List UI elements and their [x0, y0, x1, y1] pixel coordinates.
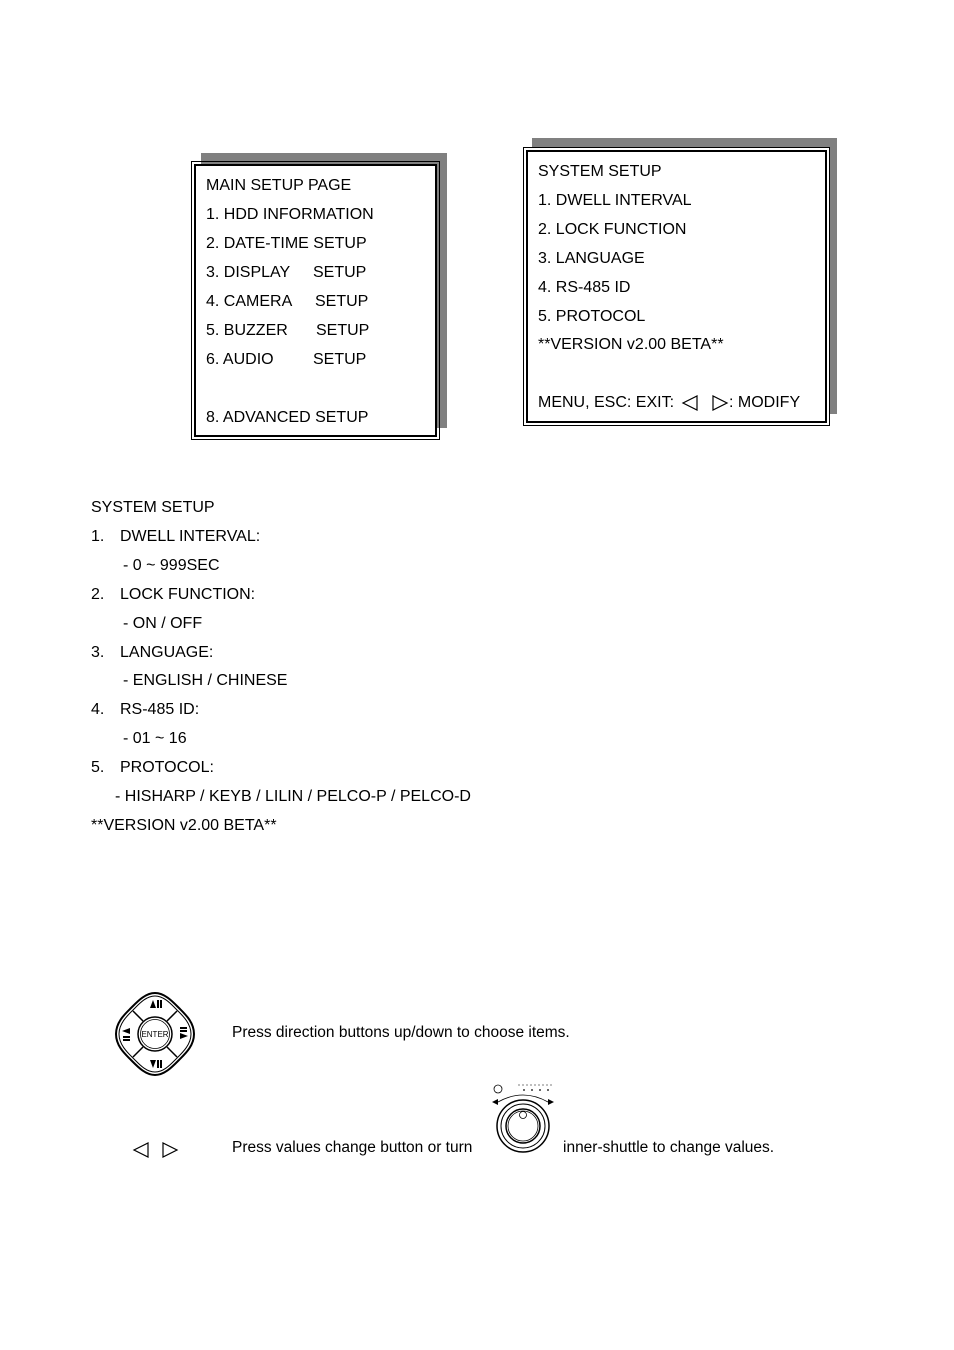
main-menu-item-audio-suffix: SETUP	[313, 351, 367, 368]
direction-instruction: Press direction buttons up/down to choose items.	[232, 1024, 570, 1041]
main-menu-item-camera[interactable]: 4. CAMERA	[206, 293, 293, 310]
desc-item-4-label: RS-485 ID:	[120, 701, 200, 718]
main-menu-item-camera-suffix: SETUP	[315, 293, 369, 310]
right-triangle-icon	[711, 394, 729, 412]
main-menu-item-hdd[interactable]: 1. HDD INFORMATION	[206, 206, 374, 223]
desc-item-1-value: - 0 ~ 999SEC	[123, 557, 220, 574]
system-menu-footer-modify: : MODIFY	[729, 394, 801, 411]
main-menu-title: MAIN SETUP PAGE	[206, 177, 352, 194]
main-menu-item-buzzer-suffix: SETUP	[316, 322, 370, 339]
enter-button-label: ENTER	[141, 1030, 169, 1039]
main-menu-item-date-time[interactable]: 2. DATE-TIME SETUP	[206, 235, 367, 252]
desc-item-1-num: 1.	[91, 528, 105, 545]
left-value-icon	[132, 1141, 150, 1159]
desc-item-2-value: - ON / OFF	[123, 615, 203, 632]
system-menu-item-dwell[interactable]: 1. DWELL INTERVAL	[538, 192, 692, 209]
main-menu-item-display-suffix: SETUP	[313, 264, 367, 281]
main-menu-item-audio[interactable]: 6. AUDIO	[206, 351, 274, 368]
right-value-icon	[161, 1141, 179, 1159]
direction-pad-icon	[113, 990, 197, 1078]
desc-item-3-label: LANGUAGE:	[120, 644, 214, 661]
desc-item-1-label: DWELL INTERVAL:	[120, 528, 261, 545]
main-menu-item-buzzer[interactable]: 5. BUZZER	[206, 322, 288, 339]
desc-item-4-value: - 01 ~ 16	[123, 730, 187, 747]
system-menu-item-rs485[interactable]: 4. RS-485 ID	[538, 279, 631, 296]
system-menu-item-language[interactable]: 3. LANGUAGE	[538, 250, 645, 267]
jog-shuttle-icon	[488, 1080, 558, 1158]
system-menu-item-lock[interactable]: 2. LOCK FUNCTION	[538, 221, 687, 238]
value-change-instruction-end: inner-shuttle to change values.	[563, 1139, 775, 1156]
description-version: **VERSION v2.00 BETA**	[91, 817, 277, 834]
desc-item-3-num: 3.	[91, 644, 105, 661]
left-triangle-icon	[681, 394, 699, 412]
main-setup-menu	[194, 164, 437, 437]
system-setup-menu	[526, 150, 827, 423]
system-menu-title: SYSTEM SETUP	[538, 163, 662, 180]
value-change-instruction: Press values change button or turn	[232, 1139, 473, 1156]
desc-item-5-num: 5.	[91, 759, 105, 776]
desc-item-5-value: - HISHARP / KEYB / LILIN / PELCO-P / PELCO-D	[115, 788, 471, 805]
desc-item-3-value: - ENGLISH / CHINESE	[123, 672, 288, 689]
system-menu-version: **VERSION v2.00 BETA**	[538, 336, 724, 353]
desc-item-4-num: 4.	[91, 701, 105, 718]
desc-item-2-num: 2.	[91, 586, 105, 603]
desc-item-2-label: LOCK FUNCTION:	[120, 586, 256, 603]
system-menu-footer-exit: MENU, ESC: EXIT:	[538, 394, 675, 411]
main-menu-item-display[interactable]: 3. DISPLAY	[206, 264, 291, 281]
description-heading: SYSTEM SETUP	[91, 499, 215, 516]
system-menu-item-protocol[interactable]: 5. PROTOCOL	[538, 308, 646, 325]
main-menu-item-advanced[interactable]: 8. ADVANCED SETUP	[206, 409, 369, 426]
desc-item-5-label: PROTOCOL:	[120, 759, 214, 776]
